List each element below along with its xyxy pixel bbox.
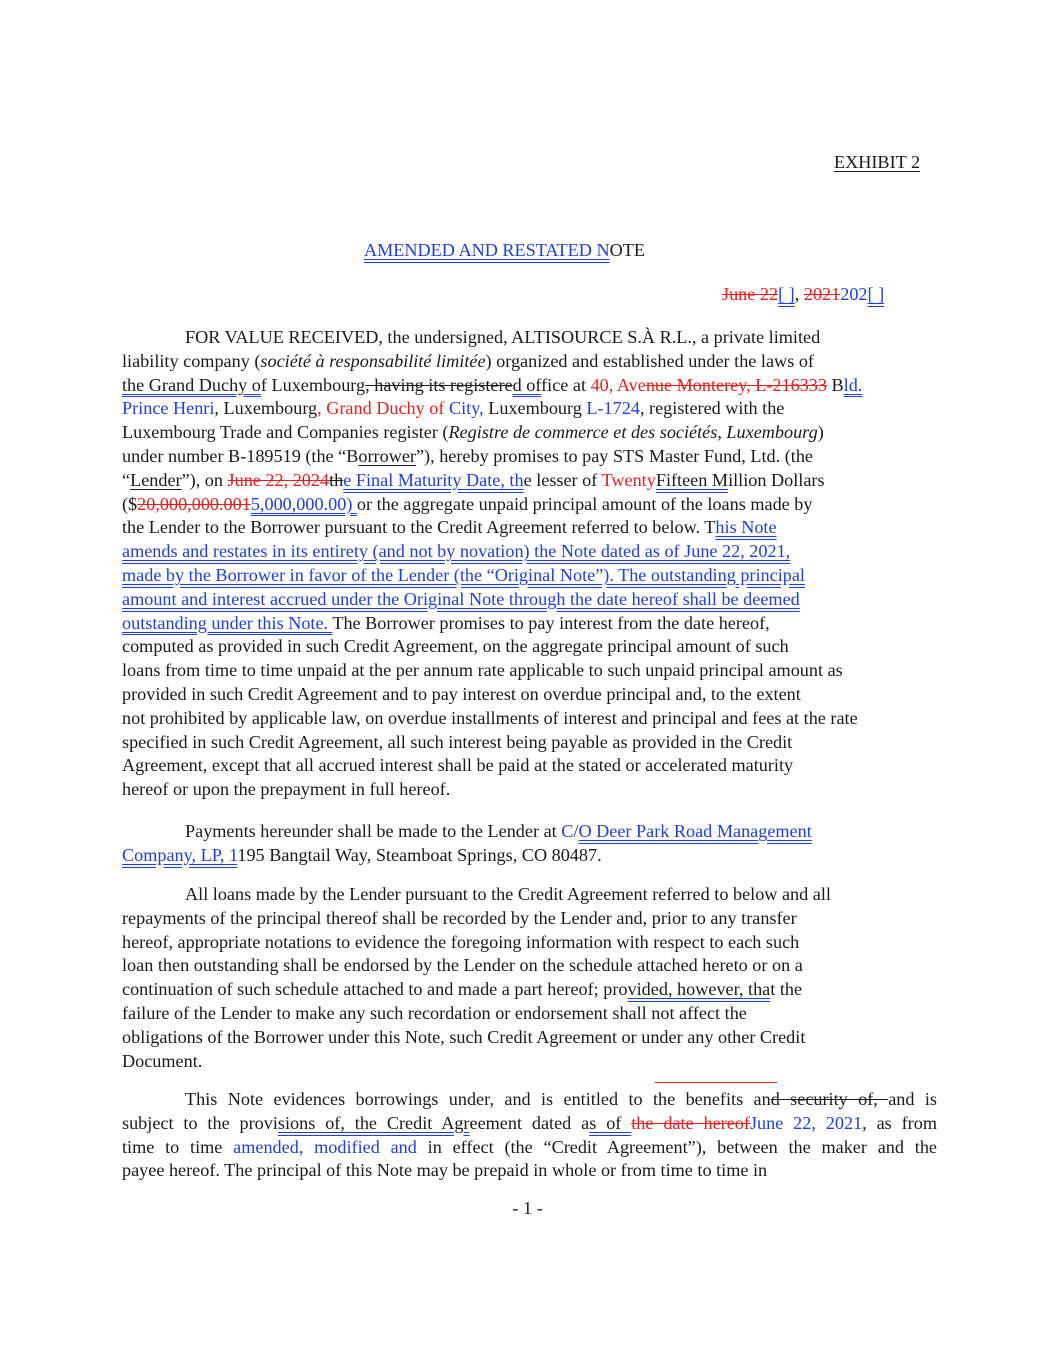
text-line: payee hereof. The principal of this Note may be prepaid in whole or from time to time in [122,1160,768,1181]
inserted-text-line: amount and interest accrued under the Original Note through the date hereof shall be deemed [122,588,800,609]
text-line: ($20,000,000.0015,000,000.00) or the aggregate unpaid principal amount of the loans made by [122,493,813,514]
deleted-year: 2021 [803,284,841,304]
text-line: outstanding under this Note. The Borrower promises to pay interest from the date hereof, [122,612,770,633]
text-line: All loans made by the Lender pursuant to the Credit Agreement referred to below and all [185,884,831,904]
paragraph-loans [122,883,952,1073]
title-text: OTE [609,240,645,260]
inserted-date-blank: [ ] [778,284,795,304]
text-line: under number B-189519 (the “Borrower”), hereby promises to pay STS Master Fund, Ltd. (the [122,445,813,466]
text-line: not prohibited by applicable law, on overdue installments of interest and principal and fees at the rate [122,707,858,728]
deletion-marker-line [655,1082,777,1083]
year-prefix: 202 [840,284,868,304]
text-line: loans from time to time unpaid at the per annum rate applicable to such unpaid principal amount as [122,660,843,681]
text-line: failure of the Lender to make any such recordation or endorsement shall not affect the [122,1002,747,1023]
text-line: time to time amended, modified and in effect (the “Credit Agreement”), between the maker and the [122,1136,937,1157]
text-line: Payments hereunder shall be made to the Lender at C/O Deer Park Road Management [185,821,812,841]
date-comma: , [794,284,804,304]
text-line: specified in such Credit Agreement, all such interest being payable as provided in the Credit [122,731,793,752]
text-line: Document. [122,1050,203,1071]
inserted-text-line: made by the Borrower in favor of the Lender (the “Original Note”). The outstanding principal [122,564,805,585]
document-title [364,240,645,261]
text-line: FOR VALUE RECEIVED, the undersigned, ALTISOURCE S.À R.L., a private limited [185,327,821,347]
text-line: obligations of the Borrower under this Note, such Credit Agreement or under any other Credit [122,1026,806,1047]
inserted-year-blank: [ ] [867,284,885,304]
inserted-text-line: amends and restates in its entirety (and not by novation) the Note dated as of June 22, 2021, [122,541,791,562]
text-line: continuation of such schedule attached to and made a part hereof; provided, however, that the [122,979,803,1000]
deleted-date: June 22 [722,284,779,304]
text-line: the Lender to the Borrower pursuant to the Credit Agreement referred to below. This Note [122,517,777,538]
text-line: hereof or upon the prepayment in full hereof. [122,779,451,800]
text-line: hereof, appropriate notations to evidence the foregoing information with respect to each such [122,931,800,952]
text-line: computed as provided in such Credit Agreement, on the aggregate principal amount of such [122,636,789,657]
paragraph-evidences [122,1088,952,1183]
text-line: liability company (société à responsabilité limitée) organized and established under the laws of [122,350,814,371]
paragraph-value-received [122,326,952,802]
text-line: Prince Henri, Luxembourg, Grand Duchy of City, Luxembourg L-1724, registered with the [122,398,785,419]
text-line: repayments of the principal thereof shall be recorded by the Lender and, prior to any transfer [122,907,797,928]
text-line: provided in such Credit Agreement and to pay interest on overdue principal and, to the extent [122,683,801,704]
text-line: Agreement, except that all accrued interest shall be paid at the stated or accelerated maturity [122,755,794,776]
text-line: Luxembourg Trade and Companies register (Registre de commerce et des sociétés, Luxembourg) [122,422,824,443]
text-line: loan then outstanding shall be endorsed by the Lender on the schedule attached hereto or on a [122,955,803,976]
text-line: the Grand Duchy of Luxembourg, having its registered office at 40, Avenue Monterey, L-216333 Bld. [122,374,863,395]
text-line: subject to the provisions of, the Credit Agreement dated as of the date hereofJune 22, 2021, as from [122,1112,937,1133]
text-line: “Lender”), on June 22, 2024the Final Maturity Date, the lesser of TwentyFifteen Million Dollars [122,469,825,490]
paragraph-payments [122,820,952,868]
page-number: - 1 - [512,1198,543,1218]
exhibit-label: EXHIBIT 2 [834,152,921,172]
date-line [722,284,884,305]
text-line: This Note evidences borrowings under, and is entitled to the benefits and security of, and is [185,1089,937,1109]
title-inserted-text: AMENDED AND RESTATED N [364,240,610,260]
text-line: Company, LP, 1195 Bangtail Way, Steamboat Springs, CO 80487. [122,844,602,865]
